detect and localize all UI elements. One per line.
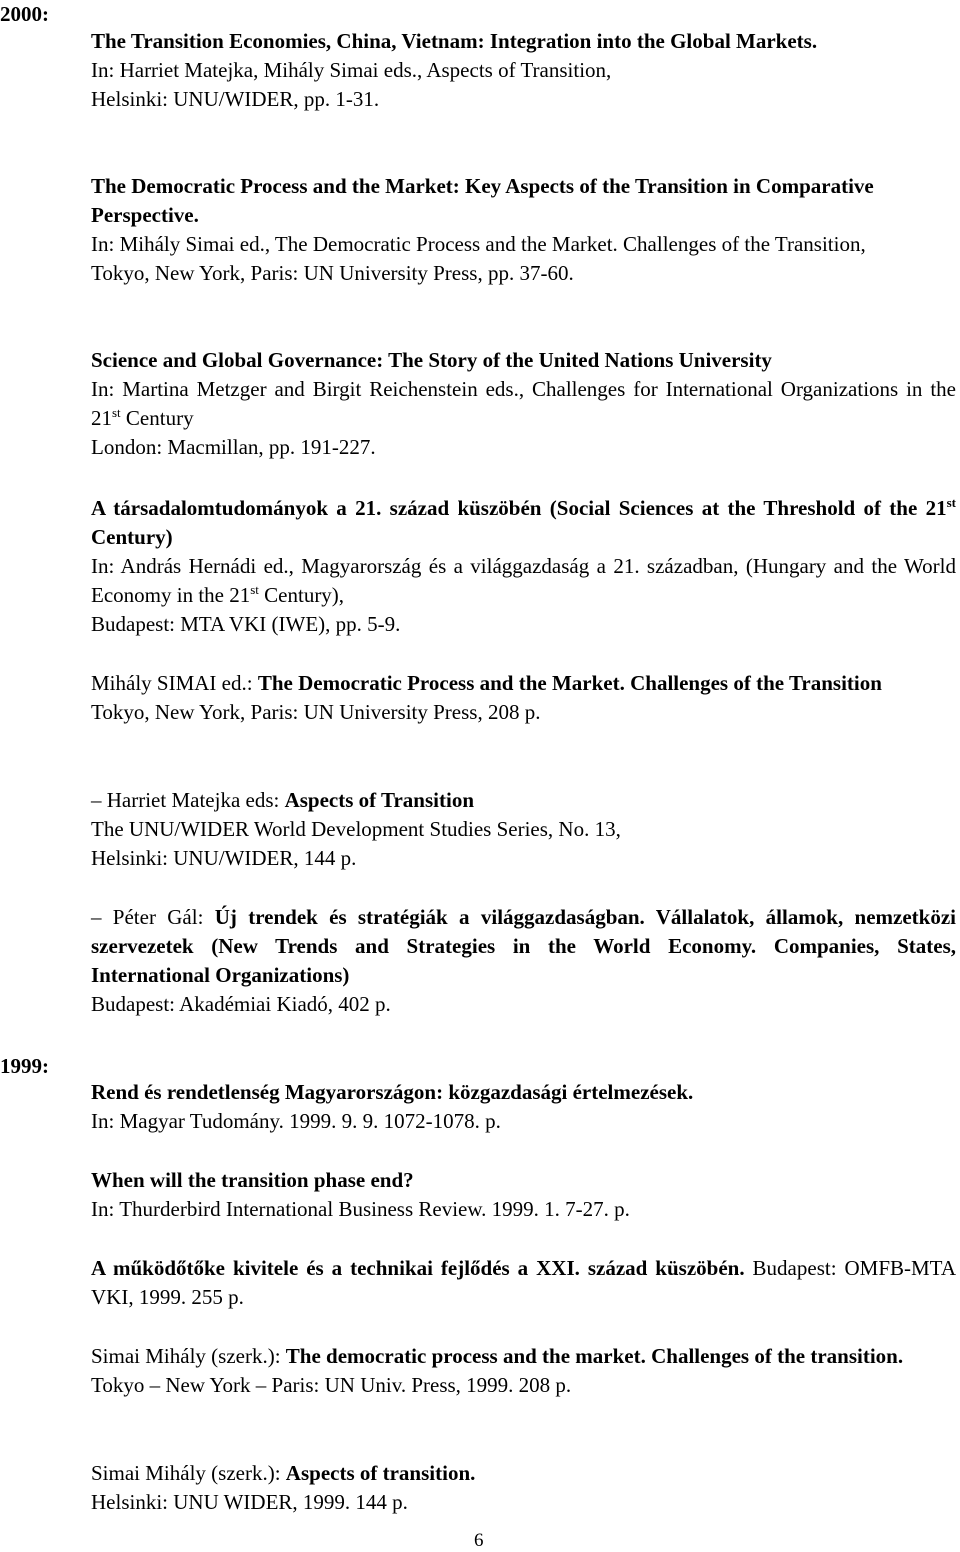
year-1999-label: 1999: bbox=[0, 1054, 49, 1078]
bibliography-entry bbox=[91, 903, 956, 1019]
bibliography-entry bbox=[91, 27, 956, 114]
entry-title-line bbox=[91, 1459, 956, 1488]
entry-source-text: Century), bbox=[258, 583, 345, 607]
entry-title: The Democratic Process and the Market: Key Aspects of the Transition in Comparative Perspective. bbox=[91, 174, 874, 227]
ordinal-suffix: st bbox=[946, 495, 956, 510]
entry-publisher: Tokyo, New York, Paris: UN University Press, pp. 37-60. bbox=[91, 261, 574, 285]
entry-title: Science and Global Governance: The Story of the United Nations University bbox=[91, 348, 772, 372]
entry-source-text: Century bbox=[120, 406, 194, 430]
entry-source-text: In: András Hernádi ed., Magyarország és a világgazdaság a 21. században, (Hungary and the World Economy in the 21 bbox=[91, 554, 956, 607]
entry-publisher: Helsinki: UNU WIDER, 1999. 144 p. bbox=[91, 1490, 408, 1514]
bibliography-entry bbox=[91, 1166, 956, 1224]
page-number: 6 bbox=[474, 1530, 484, 1551]
entry-source: In: Thurderbird International Business Review. 1999. 1. 7-27. p. bbox=[91, 1197, 630, 1221]
entry-title-line bbox=[91, 1342, 956, 1371]
entry-title-line bbox=[91, 669, 956, 698]
entry-title: Aspects of Transition bbox=[284, 788, 474, 812]
ordinal-suffix: st bbox=[112, 405, 121, 420]
bibliography-entry bbox=[91, 172, 956, 288]
entry-source bbox=[91, 552, 956, 610]
entry-series: The UNU/WIDER World Development Studies Series, No. 13, bbox=[91, 817, 621, 841]
entry-publisher: Budapest: MTA VKI (IWE), pp. 5-9. bbox=[91, 612, 401, 636]
entry-title: When will the transition phase end? bbox=[91, 1168, 414, 1192]
entry-author: – Péter Gál: bbox=[91, 905, 215, 929]
entry-title-text: Century) bbox=[91, 525, 173, 549]
ordinal-suffix: st bbox=[250, 582, 259, 597]
entry-source: In: Harriet Matejka, Mihály Simai eds., Aspects of Transition, bbox=[91, 58, 612, 82]
bibliography-entry bbox=[91, 346, 956, 462]
entry-title: The Democratic Process and the Market. Challenges of the Transition bbox=[257, 671, 882, 695]
entry-source-text: In: Martina Metzger and Birgit Reichenstein eds., Challenges for International Organizations in the 21 bbox=[91, 377, 956, 430]
entry-title-line bbox=[91, 1254, 956, 1312]
entry-title: The Transition Economies, China, Vietnam: Integration into the Global Markets. bbox=[91, 29, 818, 53]
entry-publisher: Budapest: Akadémiai Kiadó, 402 p. bbox=[91, 992, 391, 1016]
entry-title: Rend és rendetlenség Magyarországon: közgazdasági értelmezések. bbox=[91, 1080, 694, 1104]
bibliography-entry bbox=[91, 1459, 956, 1517]
entry-title-text: A társadalomtudományok a 21. század küszöbén (Social Sciences at the Threshold of the 21 bbox=[91, 496, 947, 520]
entry-publisher: Helsinki: UNU/WIDER, 144 p. bbox=[91, 846, 357, 870]
bibliography-entry bbox=[91, 786, 956, 873]
entry-source: In: Magyar Tudomány. 1999. 9. 9. 1072-1078. p. bbox=[91, 1109, 501, 1133]
entry-title: Aspects of transition. bbox=[285, 1461, 476, 1485]
entry-author: – Harriet Matejka eds: bbox=[91, 788, 285, 812]
bibliography-entry bbox=[91, 1078, 956, 1136]
entry-author: Mihály SIMAI ed.: bbox=[91, 671, 258, 695]
bibliography-entry bbox=[91, 669, 956, 727]
year-2000-label: 2000: bbox=[0, 2, 49, 26]
bibliography-entry bbox=[91, 1254, 956, 1312]
entry-title-line bbox=[91, 786, 956, 815]
entry-title: A működőtőke kivitele és a technikai fejlődés a XXI. század küszöbén. bbox=[91, 1256, 745, 1280]
entry-title: The democratic process and the market. Challenges of the transition. bbox=[285, 1344, 904, 1368]
bibliography-entry bbox=[91, 494, 956, 639]
entry-source bbox=[91, 375, 956, 433]
entry-publisher: Budapest: OMFB-MTA VKI, 1999. 255 p. bbox=[91, 1256, 956, 1309]
entry-publisher: Tokyo, New York, Paris: UN University Press, 208 p. bbox=[91, 700, 541, 724]
entry-publisher: London: Macmillan, pp. 191-227. bbox=[91, 435, 376, 459]
entry-title: Új trendek és stratégiák a világgazdaságban. Vállalatok, államok, nemzetközi szervezetek (New Trends and Strategies in the World Economy. Companies, States, International Organizations) bbox=[91, 905, 956, 987]
entry-source: In: Mihály Simai ed., The Democratic Process and the Market. Challenges of the Transition, bbox=[91, 232, 866, 256]
bibliography-entry bbox=[91, 1342, 956, 1400]
entry-publisher: Tokyo – New York – Paris: UN Univ. Press, 1999. 208 p. bbox=[91, 1373, 572, 1397]
entry-title-line bbox=[91, 903, 956, 990]
entry-author: Simai Mihály (szerk.): bbox=[91, 1344, 286, 1368]
entry-title bbox=[91, 494, 956, 552]
entry-author: Simai Mihály (szerk.): bbox=[91, 1461, 286, 1485]
entry-publisher: Helsinki: UNU/WIDER, pp. 1-31. bbox=[91, 87, 380, 111]
